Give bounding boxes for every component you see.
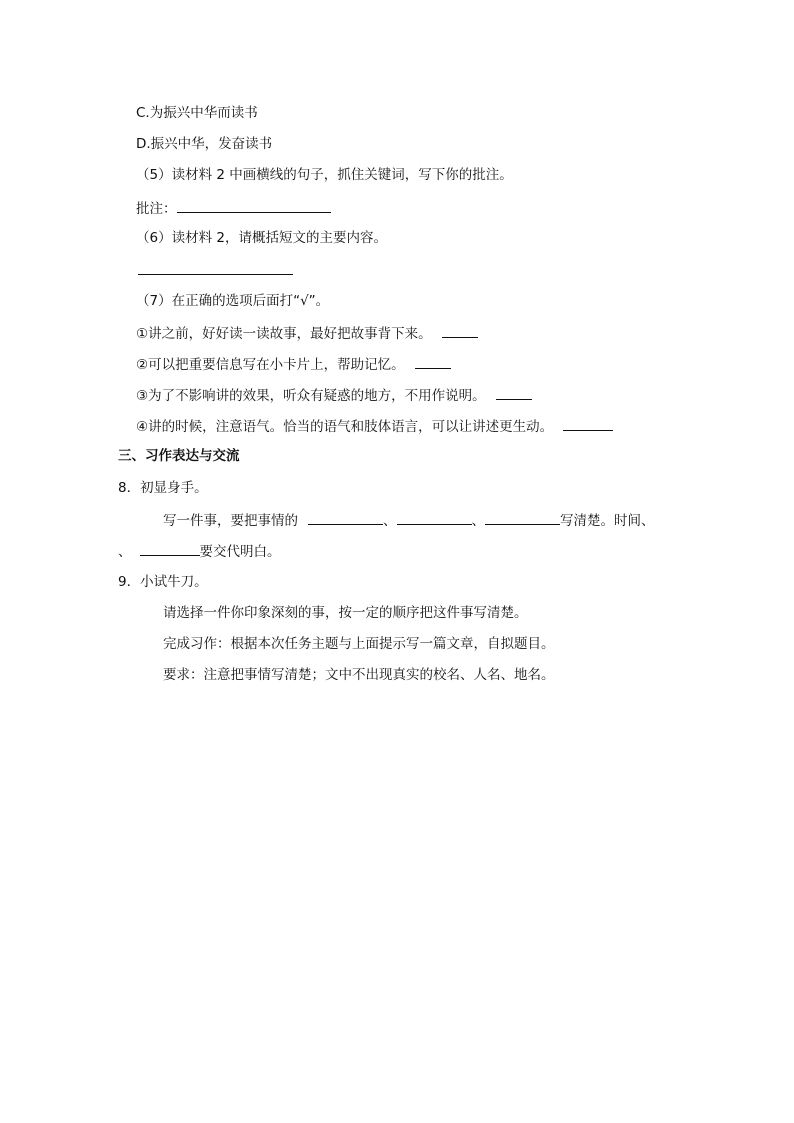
annotation-label: 批注： [136,201,177,217]
annotation-blank[interactable] [177,198,331,213]
question-5: （5）读材料 2 中画横线的句子，抓住关键词，写下你的批注。 [136,167,513,183]
q8-fill-row-1 [163,510,655,530]
q8-text-b: 写清楚。时间、 [560,513,655,529]
q9-paragraph-1: 请选择一件你印象深刻的事，按一定的顺序把这件事写清楚。 [163,605,528,621]
q8-text-a: 写一件事，要把事情的 [163,513,298,529]
q7-item-3-blank[interactable] [496,385,532,400]
q9-paragraph-2: 完成习作：根据本次任务主题与上面提示写一篇文章，自拟题目。 [163,636,555,652]
q8-sep-2: 、 [471,513,485,529]
q8-sep-1: 、 [383,513,397,529]
question-6-answer-row [138,260,293,280]
q7-item-3 [136,385,532,405]
option-c: C.为振兴中华而读书 [136,105,258,121]
q7-item-4 [136,416,613,436]
q7-item-3-text: ③为了不影响讲的效果，听众有疑惑的地方，不用作说明。 [136,388,486,404]
q7-item-1-text: ①讲之前，好好读一读故事，最好把故事背下来。 [136,326,432,342]
question-7: （7）在正确的选项后面打“√”。 [136,293,330,309]
q7-item-2-text: ②可以把重要信息写在小卡片上，帮助记忆。 [136,357,405,373]
q7-item-4-blank[interactable] [563,416,613,431]
annotation-row [136,198,331,218]
summary-blank[interactable] [138,260,293,275]
q7-item-2-blank[interactable] [415,354,451,369]
q9-paragraph-3: 要求：注意把事情写清楚；文中不出现真实的校名、人名、地名。 [163,667,555,683]
q8-fill-row-2 [118,541,281,561]
q8-line2-b: 要交代明白。 [199,544,281,560]
q8-blank-2[interactable] [397,510,472,525]
q8-blank-1[interactable] [308,510,383,525]
q8-blank-3[interactable] [485,510,560,525]
question-6: （6）读材料 2，请概括短文的主要内容。 [136,230,387,246]
q7-item-1-blank[interactable] [442,323,478,338]
q8-line2-a: 、 [118,544,132,560]
q7-item-4-text: ④讲的时候，注意语气。恰当的语气和肢体语言，可以让讲述更生动。 [136,419,554,435]
q8-blank-4[interactable] [140,541,200,556]
question-9: 9．小试牛刀。 [118,574,208,590]
q7-item-2 [136,354,451,374]
section-3-heading: 三、习作表达与交流 [118,448,240,464]
option-d: D.振兴中华，发奋读书 [136,136,273,152]
q7-item-1 [136,323,478,343]
question-8: 8．初显身手。 [118,480,208,496]
